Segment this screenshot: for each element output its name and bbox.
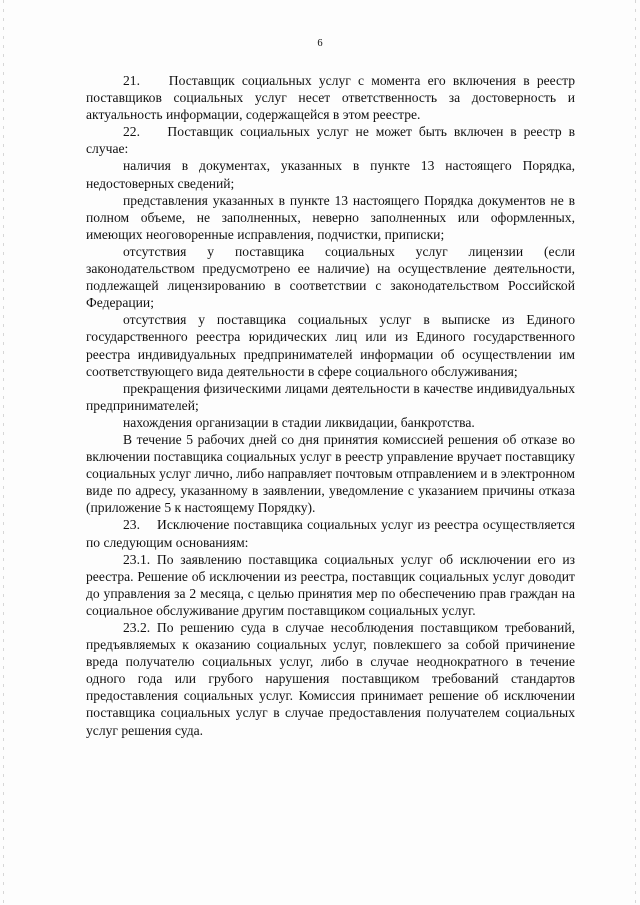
paragraph-22-item-6: нахождения организации в стадии ликвидации, банкротства. (123, 414, 475, 430)
paragraph-refusal-notice: В течение 5 рабочих дней со дня принятия комиссией решения об отказе во включении поставщика социальных услуг в реестр управление вручает поставщику социальных услуг лично, либо направляет почтовым отправлением и в электронном виде по адресу, указанному в заявлении, уведомление с указанием причины отказа (приложение 5 к настоящему Порядку). (86, 431, 576, 516)
scan-edge-left (3, 0, 4, 905)
paragraph-23-2: 23.2. По решению суда в случае несоблюдения поставщиком требований, предъявляемых к оказанию социальных услуг, повлекшего за собой причинение вреда получателю социальных услуг, либо в случае неоднократного в течение одного года или грубого нарушения поставщиком требований стандартов предоставления социальных услуг. Комиссия принимает решение об исключении поставщика социальных услуг в случае предоставления получателем социальных услуг решения суда. (86, 620, 575, 738)
paragraph-22-item-3: отсутствия у поставщика социальных услуг лицензии (если законодательством предусмотрено ее наличие) на осуществление деятельности, подлежащей лицензированию в соответствии с законодательством Российской Федерации; (86, 243, 575, 311)
paragraph-21: 21. Поставщик социальных услуг с момента его включения в реестр поставщиков социальных услуг несет ответственность за достоверность и актуальность информации, содержащейся в этом реестре. (86, 73, 575, 123)
paragraph-22-item-2: представления указанных в пункте 13 настоящего Порядка документов не в полном объеме, не заполненных, неверно заполненных или оформленных, имеющих неоговоренные исправления, подчистки, приписки; (86, 192, 575, 242)
paragraph-23-1: 23.1. По заявлению поставщика социальных услуг об исключении его из реестра. Решение об исключении из реестра, поставщик социальных услуг доводит до управления за 2 месяца, с целью принятия мер по обеспечению прав граждан на социальное обслуживание другим поставщиком социальных услуг. (86, 551, 575, 618)
document-body (86, 72, 575, 739)
paragraph-23: 23. Исключение поставщика социальных услуг из реестра осуществляется по следующим основаниям: (86, 517, 575, 550)
paragraph-22: 22. Поставщик социальных услуг не может быть включен в реестр в случае: (86, 124, 575, 157)
page-number: 6 (317, 38, 323, 49)
paragraph-22-item-4: отсутствия у поставщика социальных услуг в выписке из Единого государственного реестра юридических лиц или из Единого государственного реестра индивидуальных предпринимателей информации об осуществлении им соответствующего вида деятельности в сфере социального обслуживания; (86, 312, 575, 379)
scan-edge-right (635, 0, 636, 905)
paragraph-22-item-1: наличия в документах, указанных в пункте 13 настоящего Порядка, недостоверных сведений; (86, 158, 575, 191)
paragraph-22-item-5: прекращения физическими лицами деятельности в качестве индивидуальных предпринимателей; (86, 380, 575, 413)
